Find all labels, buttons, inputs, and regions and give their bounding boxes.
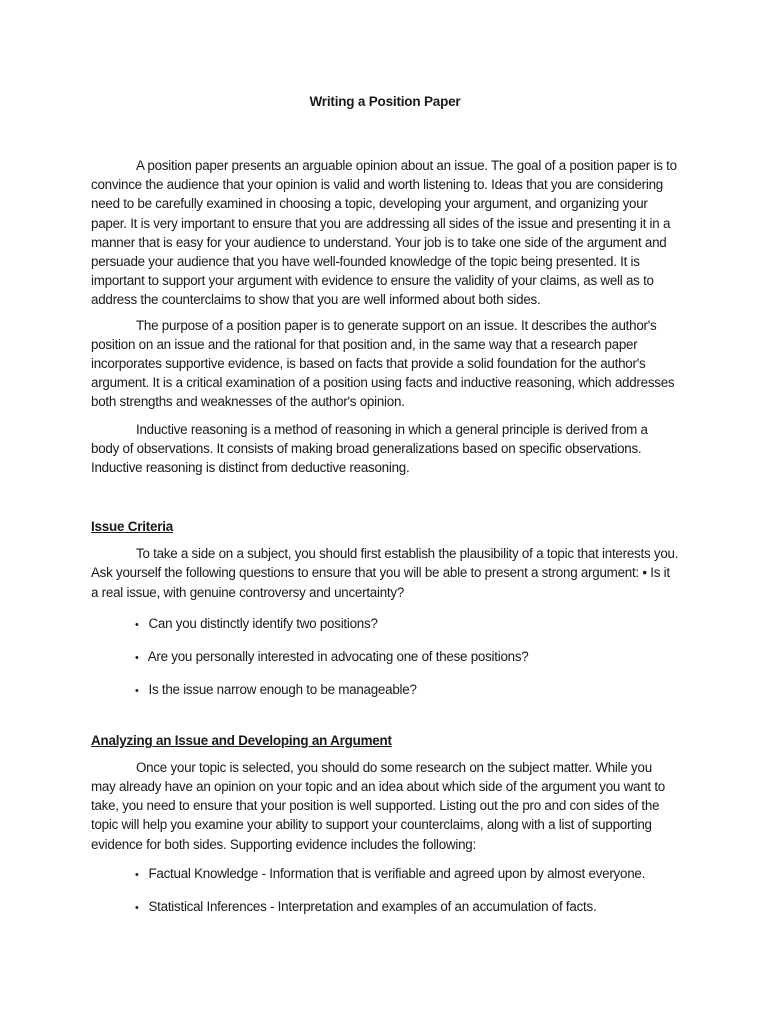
issue-criteria-bullet-list	[91, 614, 679, 701]
bullet-icon: •	[135, 901, 139, 914]
bullet-icon: •	[135, 618, 139, 631]
bullet-text: Are you personally interested in advocating one of these positions?	[147, 648, 529, 664]
intro-paragraph-1: A position paper presents an arguable opinion about an issue. The goal of a position paper is to convince the audience that your opinion is valid and worth listening to. Ideas that you are considering need to be carefully examined in choosing a topic, developing your argument, and organizing your paper. It is very important to ensure that you are addressing all sides of the issue and presenting it in a manner that is easy for your audience to understand. Your job is to take one side of the argument and persuade your audience that you have well-founded knowledge of the topic being presented. It is important to support your argument with evidence to ensure the validity of your claims, as well as to address the counterclaims to show that you are well informed about both sides.	[91, 158, 677, 308]
analyzing-bullet-list	[91, 864, 679, 918]
bullet-item	[135, 680, 679, 701]
bullet-item	[135, 864, 679, 885]
analyzing-heading: Analyzing an Issue and Developing an Argument	[91, 732, 392, 748]
issue-criteria-paragraph: To take a side on a subject, you should first establish the plausibility of a topic that interests you. Ask yourself the following questions to ensure that you will be able to present a strong argument: • Is it a real issue, with genuine controversy and uncertainty?	[91, 546, 679, 600]
document-content	[91, 92, 679, 930]
bullet-item	[135, 897, 679, 918]
bullet-icon: •	[135, 651, 139, 664]
bullet-icon: •	[135, 868, 139, 881]
bullet-text: Can you distinctly identify two positions?	[148, 615, 378, 631]
analyzing-paragraph: Once your topic is selected, you should do some research on the subject matter. While you may already have an opinion on your topic and an idea about which side of the argument you want to take, you need to ensure that your position is well supported. Listing out the pro and con sides of the topic will help you examine your ability to support your counterclaims, along with a list of supporting evidence for both sides. Supporting evidence includes the following:	[91, 759, 666, 852]
bullet-item	[135, 614, 679, 635]
intro-paragraph-3: Inductive reasoning is a method of reasoning in which a general principle is derived from a body of observations. It consists of making broad generalizations based on specific observations. Inductive reasoning is distinct from deductive reasoning.	[91, 421, 648, 476]
bullet-text: Factual Knowledge - Information that is verifiable and agreed upon by almost everyone.	[148, 865, 646, 881]
intro-paragraph-2: The purpose of a position paper is to generate support on an issue. It describes the author's position on an issue and the rational for that position and, in the same way that a research paper incorporates supportive evidence, is based on facts that provide a solid foundation for the author's argument. It is a critical examination of a position using facts and inductive reasoning, which addresses both strengths and weaknesses of the author's opinion.	[91, 317, 675, 410]
bullet-item	[135, 647, 679, 668]
bullet-text: Is the issue narrow enough to be manageable?	[148, 681, 417, 697]
issue-criteria-heading: Issue Criteria	[91, 519, 174, 535]
document-title: Writing a Position Paper	[309, 94, 461, 109]
bullet-text: Statistical Inferences - Interpretation and examples of an accumulation of facts.	[148, 898, 597, 914]
bullet-icon: •	[135, 684, 139, 697]
